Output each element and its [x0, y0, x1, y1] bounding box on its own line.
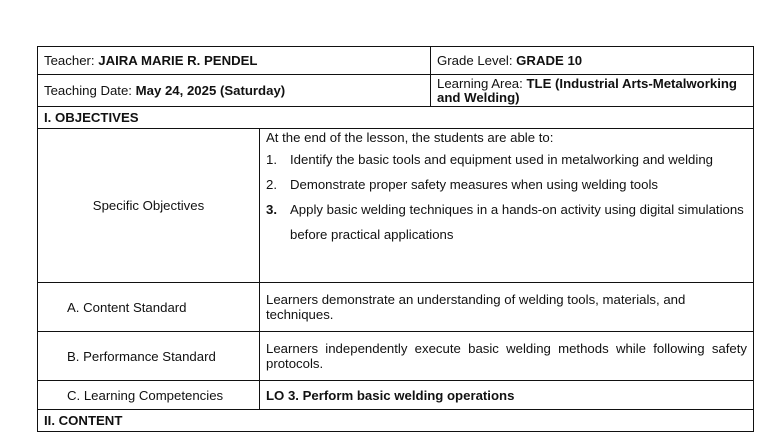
date-area-row	[38, 75, 754, 107]
lesson-plan-table	[37, 46, 754, 432]
objective-item	[266, 197, 747, 247]
content-section-row	[38, 410, 754, 432]
performance-standard-text: Learners independently execute basic welding methods while following safety protocols.	[260, 332, 754, 381]
content-heading: II. CONTENT	[38, 410, 754, 432]
content-standard-row	[38, 283, 754, 332]
specific-objectives-row	[38, 129, 754, 283]
teacher-grade-row	[38, 47, 754, 75]
learning-competencies-row	[38, 381, 754, 410]
objective-text: Demonstrate proper safety measures when using welding tools	[290, 177, 658, 192]
objective-text: Identify the basic tools and equipment used in metalworking and welding	[290, 152, 713, 167]
grade-value: GRADE 10	[516, 53, 583, 68]
grade-label: Grade Level:	[437, 53, 517, 68]
objective-number: 2.	[266, 177, 277, 192]
objectives-list	[266, 147, 747, 247]
performance-standard-row	[38, 332, 754, 381]
area-label: Learning Area:	[437, 75, 527, 91]
specific-objectives-cell	[260, 129, 754, 283]
teaching-date-cell	[38, 75, 431, 107]
objectives-intro: At the end of the lesson, the students are able to:	[266, 130, 554, 145]
objective-item	[266, 147, 747, 172]
date-label: Teaching Date:	[44, 83, 136, 98]
learning-competencies-text	[260, 381, 754, 410]
grade-level-cell	[431, 47, 754, 75]
objective-item	[266, 172, 747, 197]
learning-competencies-label: C. Learning Competencies	[38, 381, 260, 410]
competency-value: LO 3. Perform basic welding operations	[266, 387, 515, 403]
teacher-label: Teacher:	[44, 53, 99, 68]
objective-number: 1.	[266, 152, 277, 167]
specific-objectives-label: Specific Objectives	[38, 129, 260, 283]
content-standard-label: A. Content Standard	[38, 283, 260, 332]
objectives-heading: I. OBJECTIVES	[38, 107, 754, 129]
objectives-section-row	[38, 107, 754, 129]
date-value: May 24, 2025 (Saturday)	[135, 83, 286, 98]
objective-number: 3.	[266, 202, 277, 217]
performance-standard-label: B. Performance Standard	[38, 332, 260, 381]
learning-area-cell	[431, 75, 754, 107]
teacher-name: JAIRA MARIE R. PENDEL	[98, 53, 258, 68]
area-value: TLE (Industrial Arts-Metalworking and Welding)	[437, 75, 737, 105]
content-standard-text: Learners demonstrate an understanding of welding tools, materials, and techniques.	[260, 283, 754, 332]
teacher-cell	[38, 47, 431, 75]
objective-text: Apply basic welding techniques in a hands-on activity using digital simulations before practical applications	[290, 202, 744, 242]
